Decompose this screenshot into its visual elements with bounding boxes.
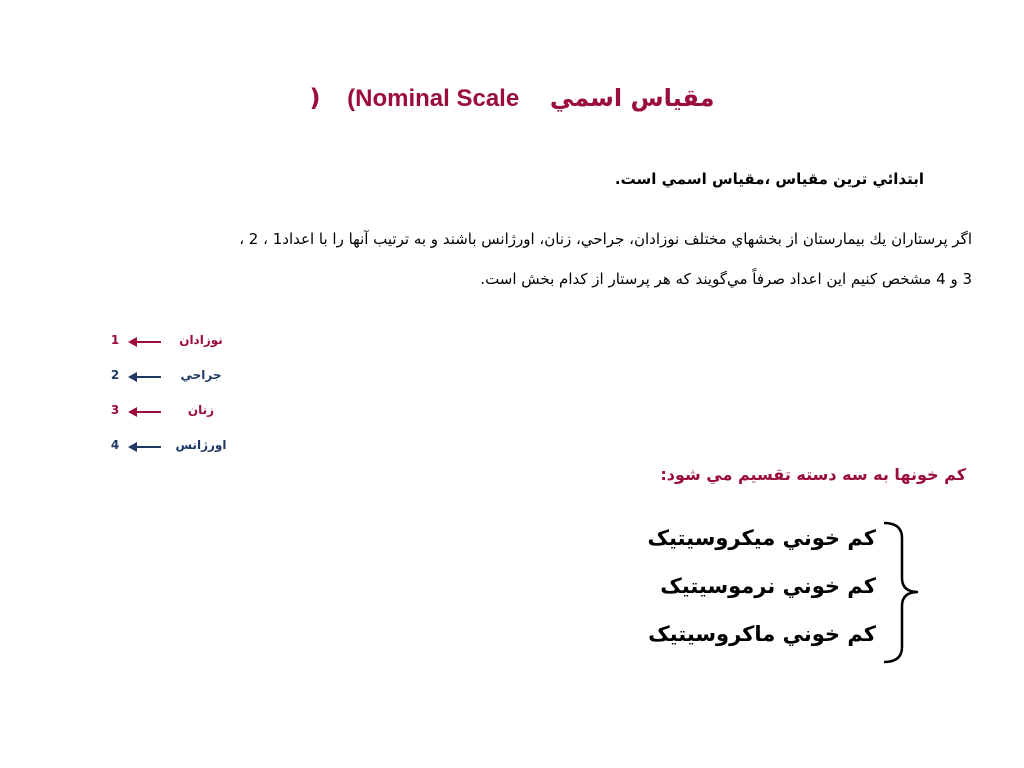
title-latin: (Nominal Scale [347,85,520,112]
anemia-heading: كم خونها به سه دسته تقسيم مي شود: [660,465,966,484]
mapping-label: اورژانس [175,438,227,452]
mapping-row [100,437,240,457]
title-trailing-paren: ) [309,84,321,112]
intro-text: ابتدائي ترين مقياس ،مقياس اسمي است. [614,170,924,188]
anemia-type-item: كم خوني ميكروسيتيک [647,526,876,550]
paragraph-line-1: اگر پرستاران يك بيمارستان از بخشهاي مختلف نوزادان، جراحي، زنان، اورژانس باشند و به ترتيب آنها را با اعداد1 ، 2 ، [239,230,972,248]
title-persian: مقياس اسمي [549,84,715,112]
anemia-type-item: كم خوني ماكروسيتيک [648,622,876,646]
mapping-label: نوزادان [179,333,223,347]
left-arrow-icon [128,335,162,349]
curly-brace-icon [880,520,922,665]
mapping-number: 1 [110,333,120,347]
mapping-row [100,367,240,387]
mapping-label: جراحي [180,368,222,382]
left-arrow-icon [128,405,162,419]
mapping-number: 4 [110,438,120,452]
left-arrow-icon [128,370,162,384]
mapping-number: 2 [110,368,120,382]
mapping-number: 3 [110,403,120,417]
mapping-label: زنان [187,403,215,417]
paragraph-line-2: 3 و 4 مشخص كنيم اين اعداد صرفاً مي‌گويند كه هر پرستار از كدام بخش است. [480,270,972,288]
mapping-row [100,332,240,352]
slide-title [0,84,1024,113]
left-arrow-icon [128,440,162,454]
anemia-type-item: كم خوني نرموسيتيک [660,574,876,598]
mapping-row [100,402,240,422]
